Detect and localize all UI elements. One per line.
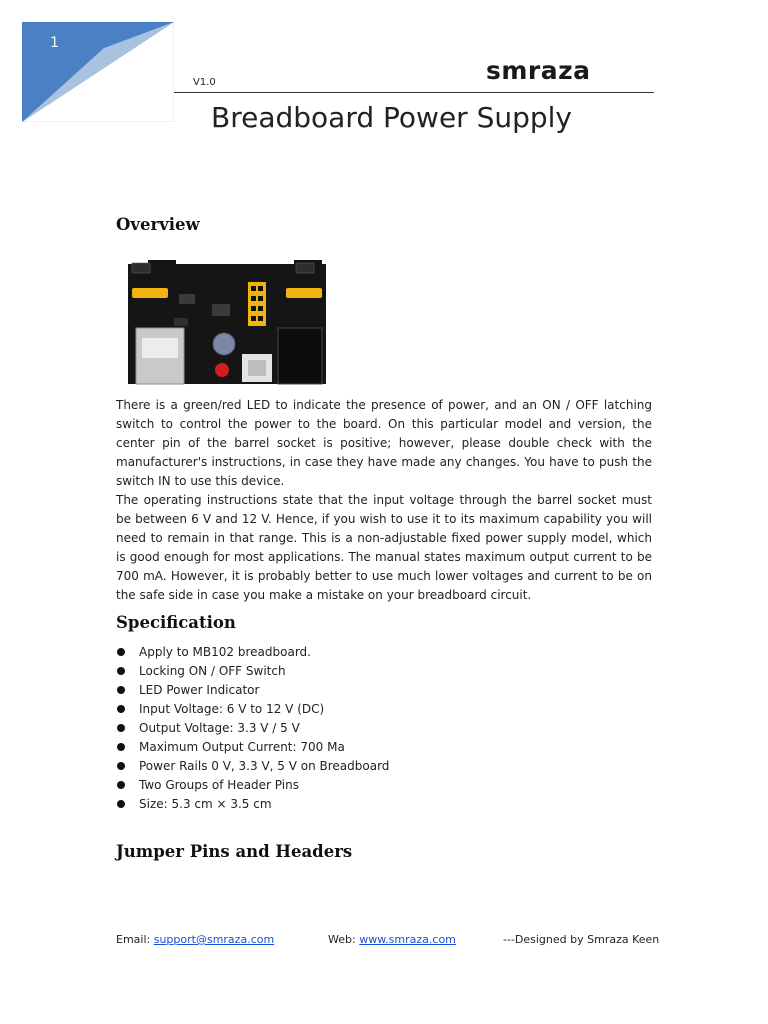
list-item-text: Input Voltage: 6 V to 12 V (DC) xyxy=(139,702,325,716)
list-item-text: Size: 5.3 cm × 3.5 cm xyxy=(139,797,272,811)
overview-heading: Overview xyxy=(116,215,200,234)
bullet-icon xyxy=(117,648,125,656)
specification-heading: Specification xyxy=(116,613,236,632)
email-link[interactable]: support@smraza.com xyxy=(153,933,275,946)
list-item-text: Power Rails 0 V, 3.3 V, 5 V on Breadboard xyxy=(139,759,390,773)
list-item xyxy=(116,776,389,795)
list-item-text: Apply to MB102 breadboard. xyxy=(139,645,311,659)
product-photo xyxy=(124,256,330,388)
footer-email xyxy=(116,933,274,946)
header-divider xyxy=(174,92,654,93)
jumper-heading: Jumper Pins and Headers xyxy=(116,842,353,861)
list-item-text: Maximum Output Current: 700 Ma xyxy=(139,740,345,754)
list-item xyxy=(116,700,389,719)
specification-list xyxy=(116,643,389,814)
list-item xyxy=(116,643,389,662)
list-item xyxy=(116,719,389,738)
list-item xyxy=(116,662,389,681)
web-link[interactable]: www.smraza.com xyxy=(359,933,456,946)
footer-web xyxy=(328,933,456,946)
bullet-icon xyxy=(117,686,125,694)
bullet-icon xyxy=(117,667,125,675)
logo-text: smraza xyxy=(486,58,591,84)
overview-paragraph-2: The operating instructions state that the input voltage through the barrel socket must be between 6 V and 12 V. Hence, if you wish to use it to its maximum capability you will need to remain in that range. This is a non-adjustable fixed power supply model, which is good enough for most applications. The manual states maximum output current to be 700 mA. However, it is probably better to use much lower voltages and current to be on the safe side in case you make a mistake on your breadboard circuit. xyxy=(116,493,652,603)
list-item xyxy=(116,681,389,700)
corner-decoration xyxy=(22,22,174,122)
bullet-icon xyxy=(117,781,125,789)
bullet-icon xyxy=(117,800,125,808)
version-label: V1.0 xyxy=(193,77,216,88)
smraza-logo xyxy=(486,58,638,84)
list-item xyxy=(116,795,389,814)
overview-paragraph-1: There is a green/red LED to indicate the presence of power, and an ON / OFF latching switch to control the power to the board. On this particular model and version, the center pin of the barrel socket is positive; however, please double check with the manufacturer's instructions, in case they have made any changes. You have to push the switch IN to use this device. xyxy=(116,398,652,489)
page-title: Breadboard Power Supply xyxy=(211,101,572,134)
bullet-icon xyxy=(117,743,125,751)
page-number: 1 xyxy=(50,35,59,51)
bullet-icon xyxy=(117,705,125,713)
email-label: Email: xyxy=(116,933,151,946)
footer-designed-by: ---Designed by Smraza Keen xyxy=(503,933,660,946)
list-item-text: Output Voltage: 3.3 V / 5 V xyxy=(139,721,300,735)
list-item-text: Two Groups of Header Pins xyxy=(139,778,299,792)
list-item-text: Locking ON / OFF Switch xyxy=(139,664,286,678)
list-item xyxy=(116,757,389,776)
bullet-icon xyxy=(117,724,125,732)
list-item-text: LED Power Indicator xyxy=(139,683,260,697)
web-label: Web: xyxy=(328,933,356,946)
list-item xyxy=(116,738,389,757)
bullet-icon xyxy=(117,762,125,770)
